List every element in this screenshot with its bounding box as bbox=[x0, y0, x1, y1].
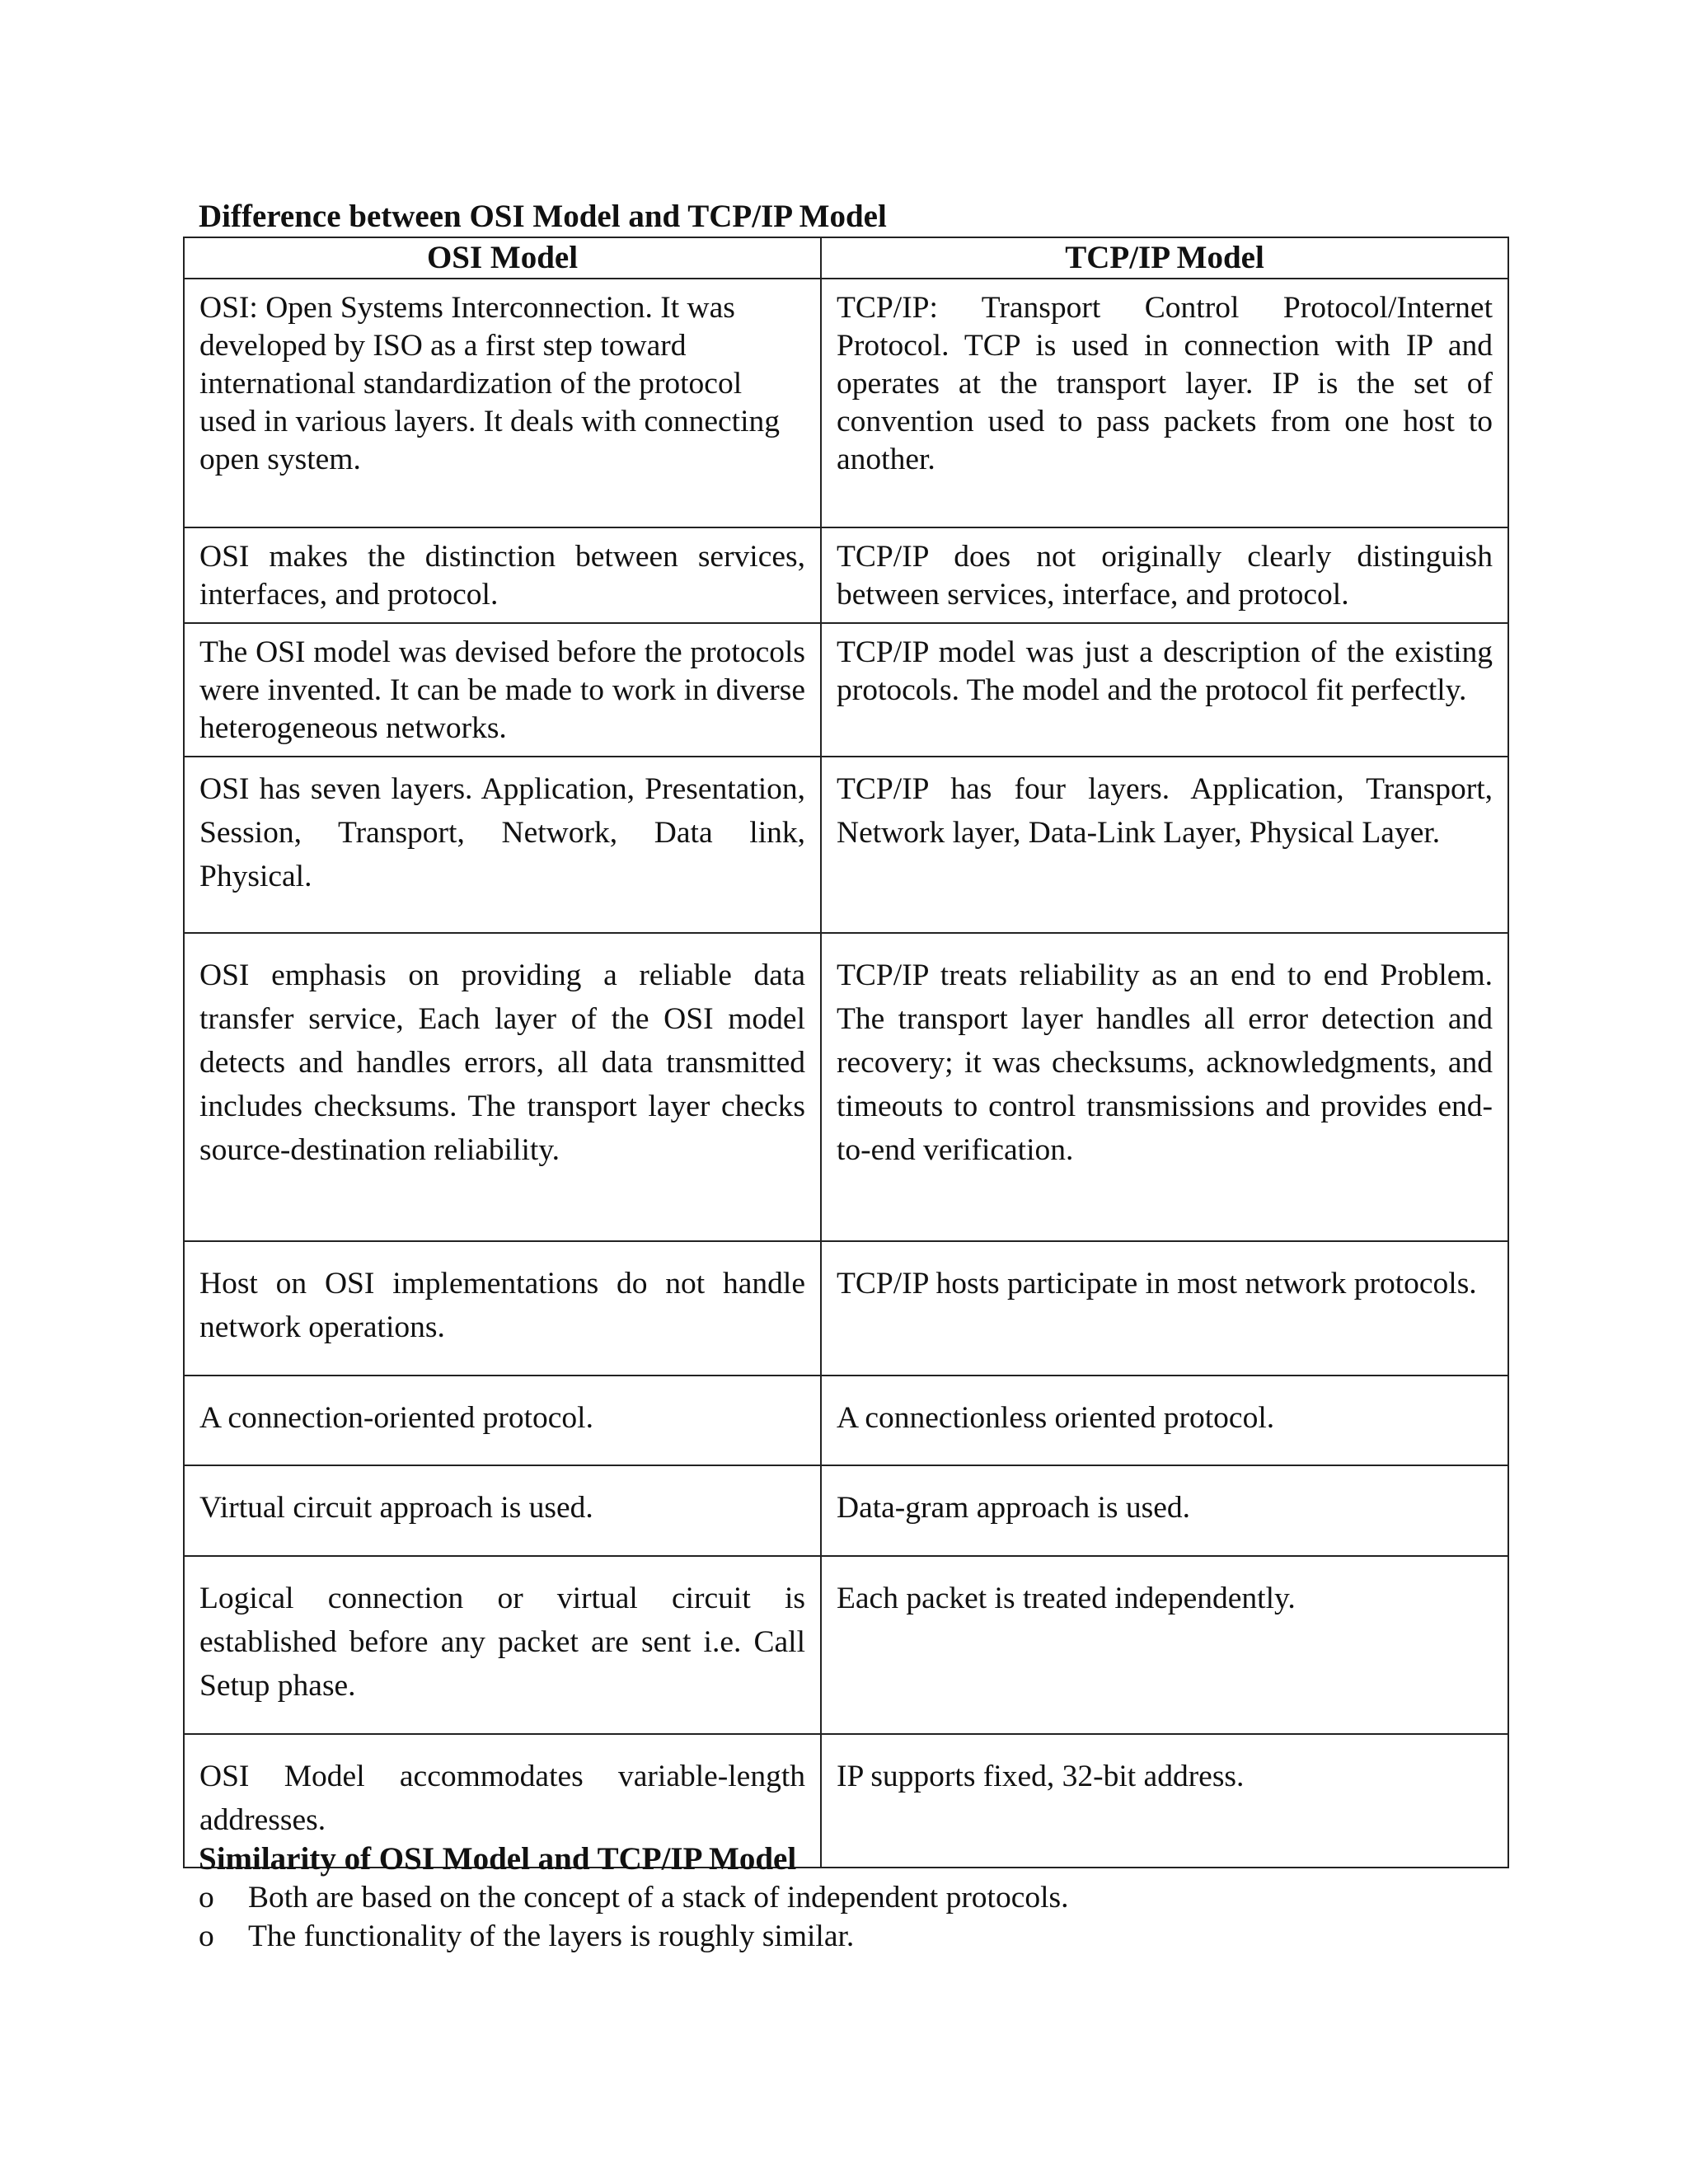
bullet-icon: o bbox=[199, 1881, 214, 1915]
osi-cell: Logical connection or virtual circuit is established before any packet are sent i.e. Call Setup phase. bbox=[184, 1556, 821, 1734]
osi-cell: OSI: Open Systems Interconnection. It was developed by ISO as a first step toward international standardization of the protocol used in various layers. It deals with connecting open system. bbox=[184, 279, 821, 527]
table-row bbox=[184, 623, 1508, 757]
document-title: Difference between OSI Model and TCP/IP Model bbox=[199, 199, 887, 234]
list-item-text: Both are based on the concept of a stack of independent protocols. bbox=[248, 1881, 1069, 1915]
table-row bbox=[184, 757, 1508, 933]
column-header-tcpip: TCP/IP Model bbox=[821, 237, 1508, 279]
osi-cell: Host on OSI implementations do not handle network operations. bbox=[184, 1241, 821, 1376]
tcpip-cell: IP supports fixed, 32-bit address. bbox=[821, 1734, 1508, 1868]
osi-cell: A connection-oriented protocol. bbox=[184, 1376, 821, 1465]
table-row bbox=[184, 1241, 1508, 1376]
list-item bbox=[199, 1878, 1069, 1917]
osi-cell: OSI Model accommodates variable-length addresses. bbox=[184, 1734, 821, 1868]
table-row bbox=[184, 933, 1508, 1241]
tcpip-cell: TCP/IP model was just a description of the existing protocols. The model and the protocol fit perfectly. bbox=[821, 623, 1508, 757]
osi-cell: The OSI model was devised before the protocols were invented. It can be made to work in diverse heterogeneous networks. bbox=[184, 623, 821, 757]
table-row bbox=[184, 1376, 1508, 1465]
tcpip-cell: TCP/IP hosts participate in most network protocols. bbox=[821, 1241, 1508, 1376]
osi-cell: OSI has seven layers. Application, Presentation, Session, Transport, Network, Data link, Physical. bbox=[184, 757, 821, 933]
osi-cell: OSI makes the distinction between services, interfaces, and protocol. bbox=[184, 527, 821, 623]
table-row bbox=[184, 527, 1508, 623]
table-row bbox=[184, 1465, 1508, 1556]
list-item-text: The functionality of the layers is roughly similar. bbox=[248, 1919, 855, 1953]
table-row bbox=[184, 279, 1508, 527]
tcpip-cell: TCP/IP treats reliability as an end to end Problem. The transport layer handles all error detection and recovery; it was checksums, acknowledgments, and timeouts to control transmissions and provides end-to-end verification. bbox=[821, 933, 1508, 1241]
tcpip-cell: A connectionless oriented protocol. bbox=[821, 1376, 1508, 1465]
osi-cell: Virtual circuit approach is used. bbox=[184, 1465, 821, 1556]
tcpip-cell: TCP/IP has four layers. Application, Transport, Network layer, Data-Link Layer, Physical Layer. bbox=[821, 757, 1508, 933]
tcpip-cell: Each packet is treated independently. bbox=[821, 1556, 1508, 1734]
list-item bbox=[199, 1917, 1069, 1956]
osi-cell: OSI emphasis on providing a reliable data transfer service, Each layer of the OSI model detects and handles errors, all data transmitted includes checksums. The transport layer checks source-destination reliability. bbox=[184, 933, 821, 1241]
comparison-table bbox=[183, 237, 1509, 1868]
table-header-row bbox=[184, 237, 1508, 279]
similarity-heading: Similarity of OSI Model and TCP/IP Model bbox=[199, 1841, 797, 1877]
bullet-icon: o bbox=[199, 1919, 214, 1953]
column-header-osi: OSI Model bbox=[184, 237, 821, 279]
tcpip-cell: TCP/IP: Transport Control Protocol/Internet Protocol. TCP is used in connection with IP and operates at the transport layer. IP is the set of convention used to pass packets from one host to another. bbox=[821, 279, 1508, 527]
table-row bbox=[184, 1556, 1508, 1734]
tcpip-cell: Data-gram approach is used. bbox=[821, 1465, 1508, 1556]
similarity-list bbox=[199, 1878, 1069, 1956]
tcpip-cell: TCP/IP does not originally clearly distinguish between services, interface, and protocol. bbox=[821, 527, 1508, 623]
